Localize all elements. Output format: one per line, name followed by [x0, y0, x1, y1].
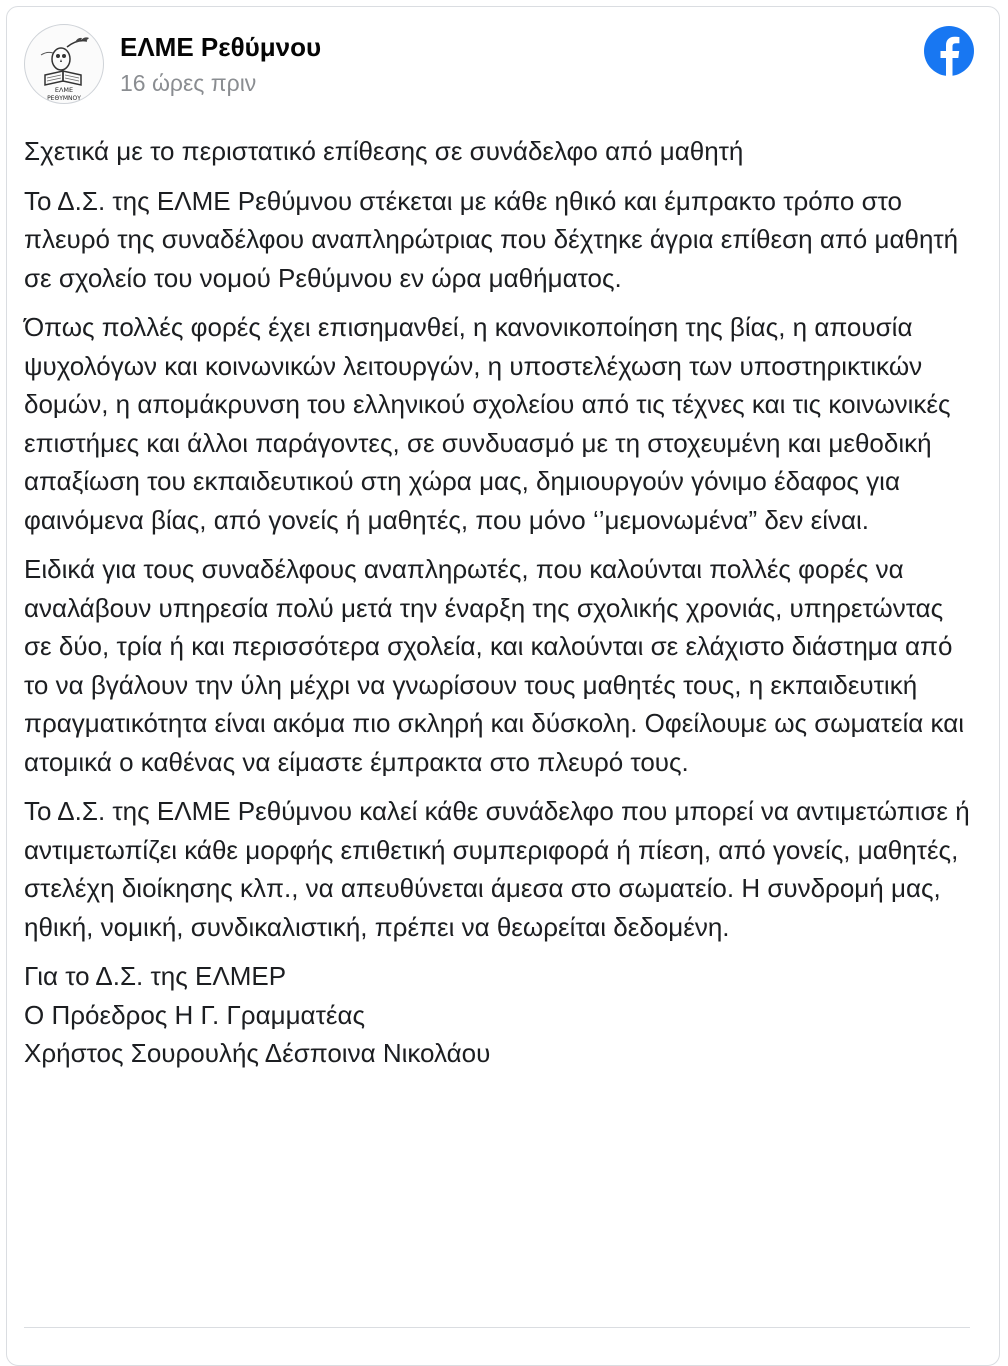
post-paragraph-4: Το Δ.Σ. της ΕΛΜΕ Ρεθύμνου καλεί κάθε συνάδελφο που μπορεί να αντιμετώπισε ή αντιμετωπίζει κάθε μορφής επιθετική συμπεριφορά ή πίεση, από γονείς, μαθητές, στελέχη διοίκησης κλπ., να απευθύνεται άμεσα στο σωματείο. Η συνδρομή μας, ηθική, νομική, συνδικαλιστική, πρέπει να θεωρείται δεδομένη.	[24, 796, 970, 942]
post-header	[24, 24, 974, 110]
facebook-icon[interactable]	[924, 26, 974, 76]
avatar-caption-top: ΕΛΜΕ	[54, 86, 74, 94]
elme-logo-avatar	[25, 25, 103, 103]
post-paragraph-1: Το Δ.Σ. της ΕΛΜΕ Ρεθύμνου στέκεται με κάθε ηθικό και έμπρακτο τρόπο στο πλευρό της συναδέλφου αναπληρώτριας που δέχτηκε άγρια επίθεση από μαθητή σε σχολείο του νομού Ρεθύμνου εν ώρα μαθήματος.	[24, 185, 959, 293]
post-paragraph-3: Ειδικά για τους συναδέλφους αναπληρωτές, που καλούνται πολλές φορές να αναλάβουν υπηρεσία πολύ μετά την έναρξη της σχολικής χρονιάς, υπηρετώντας σε δύο, τρία ή και περισσότερα σχολεία, και καλούνται σε ελάχιστο διάστημα από το να βγάλουν την ύλη μέχρι να γνωρίσουν τους μαθητές τους, η εκπαιδευτική πραγματικότητα είναι ακόμα πιο σκληρή και δύσκολη. Οφείλουμε ως σωματεία και ατομικά ο καθένας να είμαστε έμπρακτα στο πλευρό τους.	[24, 554, 964, 777]
page-avatar[interactable]	[24, 24, 104, 104]
post-signature	[24, 957, 976, 1073]
page-name[interactable]: ΕΛΜΕ Ρεθύμνου	[120, 32, 322, 62]
signature-line-2: Ο Πρόεδρος Η Γ. Γραμματέας	[24, 999, 366, 1030]
post-paragraph-2: Όπως πολλές φορές έχει επισημανθεί, η κανονικοποίηση της βίας, η απουσία ψυχολόγων και κοινωνικών λειτουργών, η υποστελέχωση των υποστηρικτικών δομών, η απομάκρυνση του ελληνικού σχολείου από τις τέχνες και τις κοινωνικές επιστήμες και άλλοι παράγοντες, σε συνδυασμό με τη στοχευμένη και μεθοδική απαξίωση του εκπαιδευτικού στη χώρα μας, δημιουργούν γόνιμο έδαφος για φαινόμενα βίας, από γονείς ή μαθητές, που μόνο ‘’μεμονωμένα” δεν είναι.	[24, 312, 951, 535]
signature-line-3: Χρήστος Σουρουλής Δέσποινα Νικολάου	[24, 1038, 491, 1068]
post-body	[24, 132, 976, 1084]
signature-line-1: Για το Δ.Σ. της ΕΛΜΕΡ	[24, 961, 287, 991]
post-title: Σχετικά με το περιστατικό επίθεσης σε συνάδελφο από μαθητή	[24, 136, 744, 166]
post-divider	[24, 1327, 970, 1328]
avatar-caption-bottom: ΡΕΘΥΜΝΟΥ	[47, 95, 81, 102]
post-timestamp[interactable]: 16 ώρες πριν	[120, 70, 257, 96]
